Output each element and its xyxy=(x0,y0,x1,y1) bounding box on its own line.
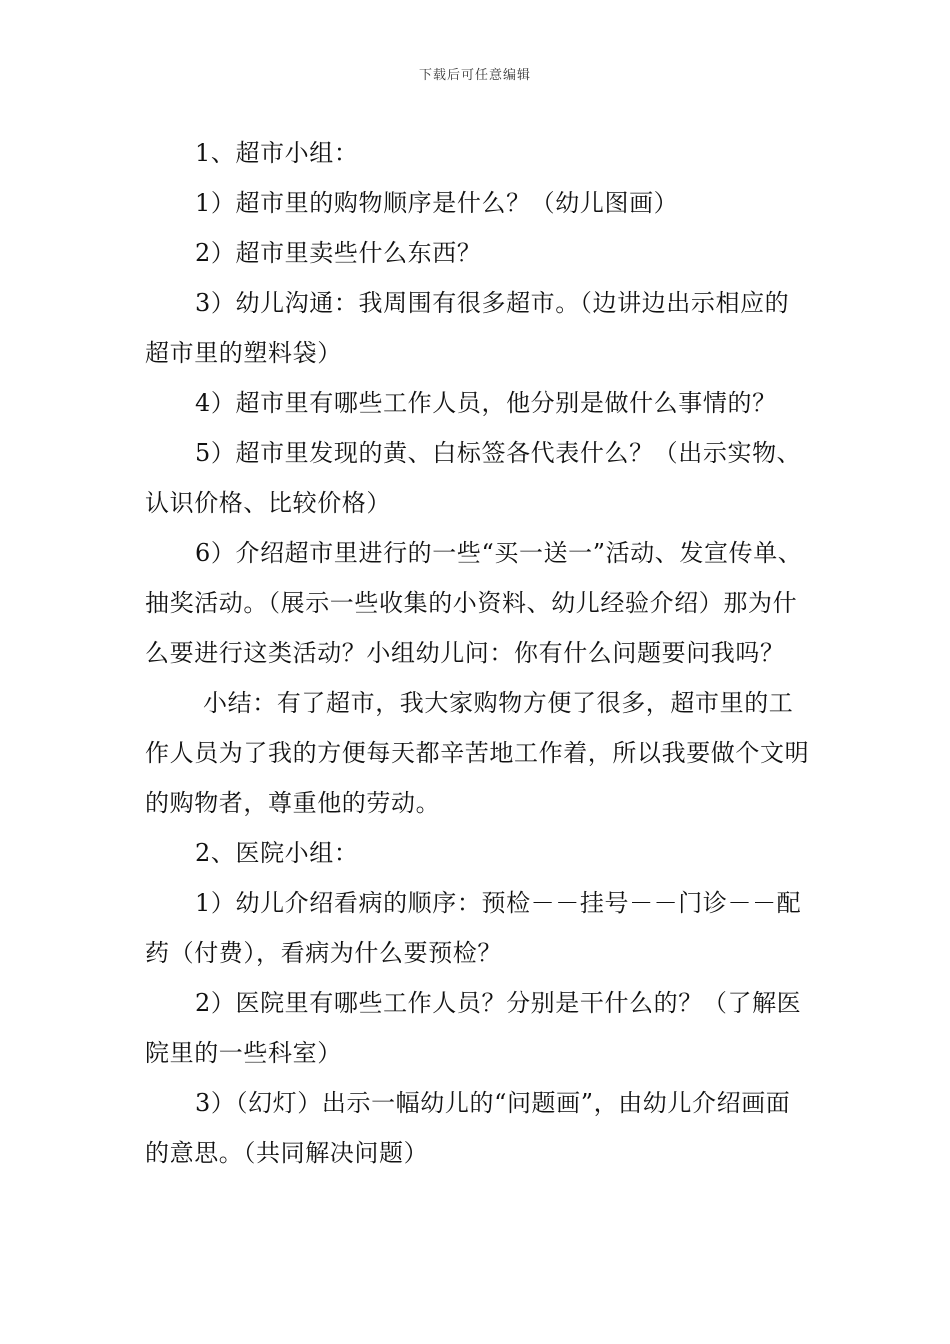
page-header: 下载后可任意编辑 xyxy=(418,68,531,83)
list-item: 5）超市里发现的黄、白标签各代表什么？（出示实物、认识价格、比较价格） xyxy=(145,439,802,517)
list-item: 3）幼儿沟通：我周围有很多超市。（边讲边出示相应的超市里的塑料袋） xyxy=(145,289,790,367)
section-heading-supermarket: 1、超市小组： xyxy=(195,139,359,167)
list-item: 2）医院里有哪些工作人员？分别是干什么的？（了解医院里的一些科室） xyxy=(145,989,802,1067)
list-item: 6）介绍超市里进行的一些“买一送一”活动、发宣传单、抽奖活动。（展示一些收集的小资料、幼儿经验介绍）那为什么要进行这类活动？小组幼儿问：你有什么问题要问我吗？ xyxy=(145,539,803,667)
section-heading-hospital: 2、医院小组： xyxy=(195,839,359,867)
list-item: 1）超市里的购物顺序是什么？（幼儿图画） xyxy=(195,189,679,217)
list-item: 1）幼儿介绍看病的顺序：预检－－挂号－－门诊－－配药（付费），看病为什么要预检？ xyxy=(145,889,802,967)
summary-paragraph: 小结：有了超市，我大家购物方便了很多，超市里的工作人员为了我的方便每天都辛苦地工作着，所以我要做个文明的购物者，尊重他的劳动。 xyxy=(145,689,810,817)
list-item: 4）超市里有哪些工作人员，他分别是做什么事情的？ xyxy=(195,389,777,417)
document-body xyxy=(145,128,810,1178)
list-item: 2）超市里卖些什么东西？ xyxy=(195,239,482,267)
list-item: 3）（幻灯）出示一幅幼儿的“问题画”，由幼儿介绍画面的意思。（共同解决问题） xyxy=(145,1089,791,1167)
